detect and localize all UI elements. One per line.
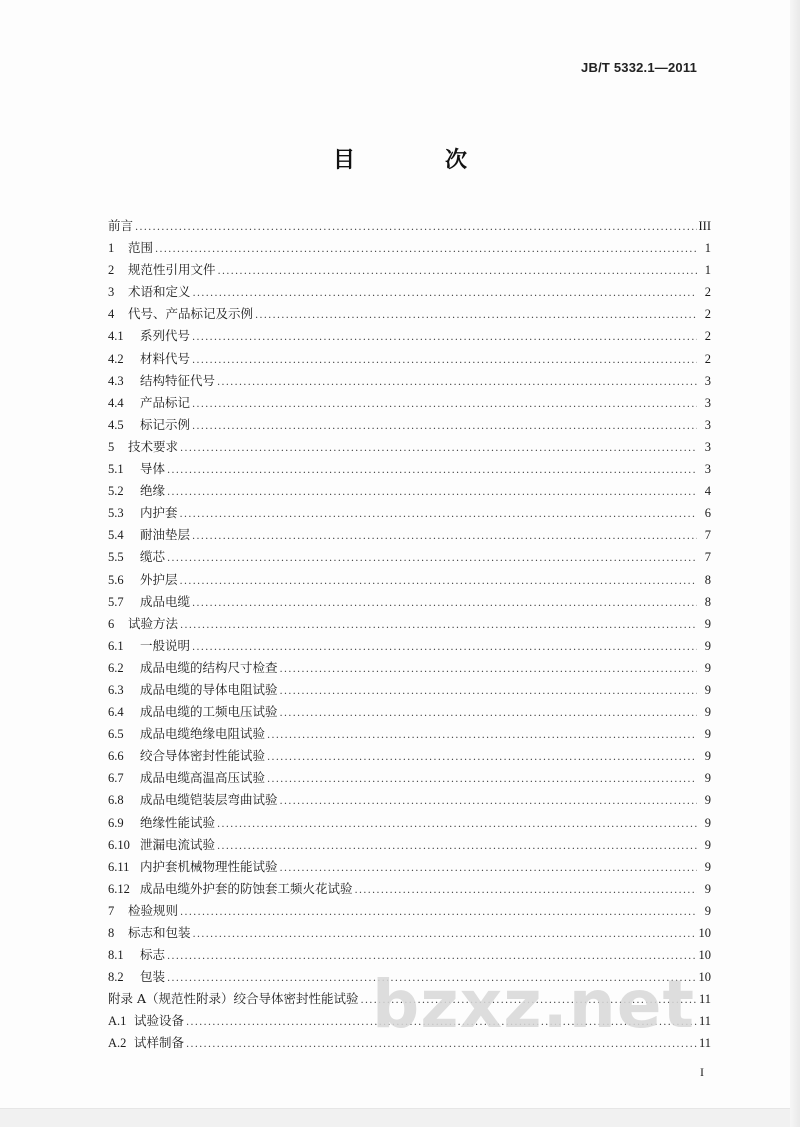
toc-entry-page: 9	[704, 903, 711, 918]
toc-entry-label: 绝缘	[140, 483, 166, 499]
toc-leader-dots	[280, 703, 697, 725]
toc-entry-label: 结构特征代号	[140, 372, 216, 388]
toc-entry[interactable]	[108, 657, 711, 679]
toc-entry-page: 9	[704, 815, 711, 830]
toc-entry-label: 成品电缆铠装层弯曲试验	[140, 792, 278, 808]
toc-entry-page: 9	[704, 682, 711, 697]
toc-entry[interactable]	[108, 878, 711, 900]
toc-entry-number: 3	[108, 285, 115, 300]
toc-entry-page: 1	[704, 241, 711, 256]
toc-entry[interactable]	[108, 988, 711, 1010]
toc-entry-number: 6.4	[108, 705, 124, 720]
toc-entry-number: 5.4	[108, 528, 124, 543]
toc-entry-page: 6	[704, 506, 711, 521]
right-edge	[790, 0, 800, 1127]
toc-entry-label: 一般说明	[140, 637, 191, 653]
toc-entry-page: 9	[704, 881, 711, 896]
toc-entry-page: 8	[704, 572, 711, 587]
toc-entry-label: 试验方法	[128, 615, 179, 631]
toc-entry-number: 6.8	[108, 793, 124, 808]
toc-entry-number: 6.6	[108, 749, 124, 764]
toc-leader-dots	[180, 571, 697, 593]
toc-entry-number: 6.2	[108, 660, 124, 675]
toc-entry-number: 5.6	[108, 572, 124, 587]
toc-leader-dots	[217, 836, 697, 858]
toc-entry-number: 5.2	[108, 484, 124, 499]
toc-entry[interactable]	[108, 723, 711, 745]
toc-leader-dots	[193, 924, 697, 946]
toc-entry-number: 5.5	[108, 550, 124, 565]
toc-leader-dots	[255, 305, 697, 327]
toc-entry-page: 2	[704, 351, 711, 366]
toc-entry[interactable]	[108, 524, 711, 546]
toc-entry-label: 泄漏电流试验	[140, 836, 216, 852]
toc-entry-page: 9	[704, 727, 711, 742]
toc-leader-dots	[180, 438, 697, 460]
toc-entry-page: III	[698, 219, 711, 233]
toc-entry-label: 前言	[108, 218, 134, 233]
toc-entry-label: 标志	[140, 947, 166, 963]
toc-entry-number: 6.1	[108, 638, 124, 653]
toc-leader-dots	[192, 327, 697, 349]
toc-entry-label: 标志和包装	[128, 925, 191, 940]
toc-entry[interactable]	[108, 789, 711, 811]
toc-entry-label: 成品电缆的结构尺寸检查	[140, 659, 278, 675]
toc-entry[interactable]	[108, 745, 711, 767]
toc-entry-number: 7	[108, 903, 115, 918]
toc-entry-page: 4	[704, 484, 711, 499]
toc-leader-dots	[167, 946, 696, 968]
toc-entry-page: 9	[704, 793, 711, 808]
toc-leader-dots	[217, 814, 697, 836]
toc-leader-dots	[218, 261, 697, 283]
toc-entry-label: 试验设备	[134, 1013, 185, 1029]
toc-entry-page: 9	[704, 771, 711, 786]
toc-entry-label: 附录 A（规范性附录）绞合导体密封性能试验	[108, 991, 359, 1007]
toc-leader-dots	[280, 858, 697, 880]
toc-entry-label: 绝缘性能试验	[140, 814, 216, 830]
toc-entry-label: 成品电缆的导体电阻试验	[140, 681, 278, 697]
toc-leader-dots	[180, 902, 697, 924]
toc-entry-number: 5.1	[108, 462, 124, 477]
toc-leader-dots	[192, 637, 697, 659]
toc-leader-dots	[192, 526, 697, 548]
toc-leader-dots	[186, 1012, 697, 1034]
toc-entry-page: 1	[704, 263, 711, 278]
toc-leader-dots	[192, 394, 697, 416]
toc-entry-label: 内护套机械物理性能试验	[140, 858, 278, 874]
toc-entry-number: 4.2	[108, 351, 124, 366]
toc-entry-label: 缆芯	[140, 549, 166, 565]
toc-entry[interactable]	[108, 480, 711, 502]
toc-entry[interactable]	[108, 259, 711, 281]
toc-entry-page: 3	[704, 439, 711, 454]
toc-entry[interactable]	[108, 591, 711, 613]
toc-leader-dots	[280, 681, 697, 703]
toc-entry-label: 技术要求	[128, 438, 179, 454]
toc-entry-number: 1	[108, 241, 115, 256]
toc-entry[interactable]	[108, 812, 711, 834]
toc-leader-dots	[155, 239, 697, 261]
toc-entry-number: A.2	[108, 1036, 127, 1051]
toc-entry-page: 7	[704, 550, 711, 565]
toc-entry[interactable]	[108, 635, 711, 657]
toc-entry-page: 11	[698, 992, 711, 1007]
toc-entry-page: 3	[704, 373, 711, 388]
toc-leader-dots	[167, 968, 696, 990]
toc-entry[interactable]	[108, 613, 711, 635]
toc-entry-number: 5.3	[108, 506, 124, 521]
toc-leader-dots	[186, 1034, 697, 1056]
toc-entry[interactable]	[108, 370, 711, 392]
toc-entry-label: 范围	[128, 240, 154, 256]
toc-entry[interactable]	[108, 944, 711, 966]
toc-entry[interactable]	[108, 1010, 711, 1032]
toc-entry-page: 3	[704, 462, 711, 477]
toc-entry-page: 2	[704, 307, 711, 322]
toc-leader-dots	[180, 615, 697, 637]
toc-entry-page: 10	[698, 970, 711, 985]
toc-leader-dots	[267, 769, 697, 791]
toc-entry-label: 产品标记	[140, 394, 191, 410]
toc-entry-number: 6.9	[108, 815, 124, 830]
page-number: I	[700, 1065, 704, 1079]
toc-entry[interactable]	[108, 900, 711, 922]
toc-entry-number: 6.11	[108, 859, 130, 874]
toc-entry-number: 4.4	[108, 395, 124, 410]
toc-entry[interactable]	[108, 701, 711, 723]
toc-entry-page: 10	[698, 926, 711, 940]
toc-entry-label: 规范性引用文件	[128, 262, 216, 278]
toc-entry-number: 4	[108, 307, 115, 322]
toc-leader-dots	[167, 482, 697, 504]
toc-entry[interactable]	[108, 834, 711, 856]
toc-entry[interactable]	[108, 502, 711, 524]
toc-entry[interactable]	[108, 966, 711, 988]
standard-number: JB/T 5332.1—2011	[581, 60, 697, 75]
toc-entry-label: 成品电缆绝缘电阻试验	[140, 726, 266, 742]
toc-entry-label: 材料代号	[140, 350, 191, 366]
toc-entry[interactable]	[108, 325, 711, 347]
toc-entry-number: 6	[108, 616, 115, 631]
toc-entry-label: 外护层	[140, 571, 178, 587]
toc-leader-dots	[135, 217, 696, 239]
toc-leader-dots	[180, 504, 697, 526]
toc-entry[interactable]	[108, 215, 711, 237]
toc-entry-label: 检验规则	[128, 902, 179, 918]
bottom-edge	[0, 1108, 800, 1127]
toc-entry-number: 8.2	[108, 970, 124, 985]
toc-entry-number: 2	[108, 263, 115, 278]
toc-entry-number: 8.1	[108, 948, 124, 963]
toc-entry[interactable]	[108, 458, 711, 480]
toc-entry[interactable]	[108, 392, 711, 414]
toc-entry-label: 内护套	[140, 505, 178, 521]
toc-entry[interactable]	[108, 856, 711, 878]
toc-entry-number: 4.5	[108, 417, 124, 432]
toc-entry[interactable]	[108, 237, 711, 259]
toc-entry-label: 成品电缆高温高压试验	[140, 770, 266, 786]
toc-entry-page: 3	[704, 395, 711, 410]
table-of-contents	[108, 215, 711, 1055]
toc-leader-dots	[280, 791, 697, 813]
toc-entry-page: 3	[704, 417, 711, 432]
toc-entry-page: 11	[698, 1014, 711, 1029]
toc-entry-number: A.1	[108, 1014, 127, 1029]
toc-entry[interactable]	[108, 436, 711, 458]
toc-entry-number: 8	[108, 926, 115, 940]
toc-entry-number: 4.3	[108, 373, 124, 388]
toc-entry-number: 6.5	[108, 727, 124, 742]
toc-entry[interactable]	[108, 767, 711, 789]
toc-entry-page: 9	[704, 749, 711, 764]
toc-title-text: 目 次	[332, 147, 501, 173]
toc-entry-page: 9	[704, 837, 711, 852]
toc-entry-page: 2	[704, 285, 711, 300]
toc-entry[interactable]	[108, 281, 711, 303]
toc-title	[0, 143, 800, 174]
toc-leader-dots	[167, 460, 697, 482]
toc-entry-page: 10	[698, 948, 711, 963]
toc-entry-label: 试样制备	[134, 1035, 185, 1051]
watermark: bzxz.net	[372, 966, 696, 1043]
toc-entry-number: 6.10	[108, 837, 130, 852]
toc-leader-dots	[217, 372, 697, 394]
toc-entry-page: 7	[704, 528, 711, 543]
toc-entry-label: 代号、产品标记及示例	[128, 306, 254, 322]
toc-entry[interactable]	[108, 1032, 711, 1054]
toc-entry-page: 2	[704, 329, 711, 344]
toc-entry-label: 绞合导体密封性能试验	[140, 748, 266, 764]
toc-entry[interactable]	[108, 414, 711, 436]
toc-entry-number: 5.7	[108, 594, 124, 609]
toc-entry-label: 耐油垫层	[140, 527, 191, 543]
toc-entry-number: 6.7	[108, 771, 124, 786]
toc-entry-label: 标记示例	[140, 416, 191, 432]
toc-entry-number: 6.12	[108, 881, 130, 896]
toc-leader-dots	[167, 548, 697, 570]
toc-entry-number: 5	[108, 439, 115, 454]
toc-entry-page: 9	[704, 638, 711, 653]
toc-entry-number: 4.1	[108, 329, 124, 344]
toc-entry-label: 成品电缆的工频电压试验	[140, 704, 278, 720]
toc-entry-page: 9	[704, 705, 711, 720]
toc-entry[interactable]	[108, 546, 711, 568]
toc-leader-dots	[192, 350, 697, 372]
toc-entry[interactable]	[108, 569, 711, 591]
toc-entry-label: 导体	[140, 461, 166, 477]
toc-entry-label: 术语和定义	[128, 284, 191, 300]
toc-entry[interactable]	[108, 679, 711, 701]
toc-leader-dots	[192, 593, 697, 615]
toc-entry-label: 成品电缆外护套的防蚀套工频火花试验	[140, 880, 353, 896]
toc-entry[interactable]	[108, 303, 711, 325]
toc-leader-dots	[355, 880, 697, 902]
toc-leader-dots	[193, 283, 697, 305]
toc-entry-page: 8	[704, 594, 711, 609]
toc-leader-dots	[280, 659, 697, 681]
toc-entry-label: 成品电缆	[140, 593, 191, 609]
toc-leader-dots	[192, 416, 697, 438]
toc-entry-page: 9	[704, 660, 711, 675]
toc-entry-page: 9	[704, 859, 711, 874]
toc-entry-label: 包装	[140, 969, 166, 985]
toc-entry-label: 系列代号	[140, 328, 191, 344]
toc-entry-number: 6.3	[108, 682, 124, 697]
toc-entry[interactable]	[108, 348, 711, 370]
toc-entry-page: 11	[698, 1036, 711, 1051]
toc-entry[interactable]	[108, 922, 711, 944]
toc-leader-dots	[267, 747, 697, 769]
toc-entry-page: 9	[704, 616, 711, 631]
toc-leader-dots	[361, 990, 697, 1012]
toc-leader-dots	[267, 725, 697, 747]
